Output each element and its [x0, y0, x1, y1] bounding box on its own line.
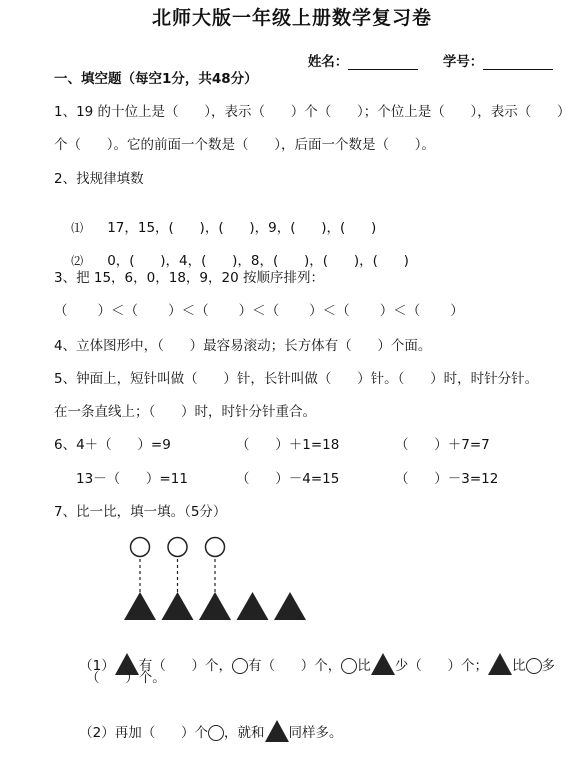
name-field[interactable]	[289, 38, 418, 86]
page-title: 北师大版一年级上册数学复习卷	[151, 7, 432, 29]
q6-r1c3: （ ）＋7=7	[395, 437, 490, 453]
circle-shape	[168, 538, 187, 557]
q6-r2c1: 13－（ ）=11	[76, 471, 188, 487]
triangle-shape	[199, 592, 231, 620]
item-number: ⑵	[71, 254, 84, 268]
triangle-icon	[265, 720, 289, 742]
triangles-row	[124, 592, 306, 620]
circles-row	[131, 538, 225, 557]
dashed-connectors	[140, 559, 215, 592]
sub2-text-1: （2）再加（ ）个	[79, 725, 209, 741]
name-blank[interactable]	[348, 55, 418, 70]
triangle-shape	[162, 592, 194, 620]
sub1-text-3: 比	[357, 658, 371, 674]
question-5-line-2: 在一条直线上；（ ）时，时针分针重合。	[54, 404, 316, 420]
circle-shape	[206, 538, 225, 557]
shapes-figure	[0, 528, 584, 624]
triangle-icon	[488, 653, 512, 675]
sub2-text-3: 同样多。	[288, 725, 343, 741]
question-1-line-1: 1、19 的十位上是（ ），表示（ ）个（ ）；个位上是（ ），表示（ ）	[54, 104, 571, 120]
q6-r1c1: 6、4＋（ ）=9	[54, 437, 171, 453]
circle-icon	[341, 658, 357, 674]
sequence-a: 17，15，( )，( )，9，( )，( )	[107, 220, 377, 236]
question-3-heading: 3、把 15，6，0，18，9，20 按顺序排列：	[54, 270, 324, 286]
sub1-text-4: 少（ ）个；	[394, 658, 489, 674]
circle-icon	[208, 725, 224, 741]
item-number: ⑴	[71, 221, 84, 235]
name-label: 姓名：	[307, 54, 349, 70]
sub1-text-2: 有（ ）个，	[248, 658, 342, 674]
circle-shape	[131, 538, 150, 557]
sub-number: （1）	[79, 658, 115, 674]
q6-r2c2: （ ）－4=15	[236, 471, 340, 487]
triangle-shape	[124, 592, 156, 620]
section-heading: 一、填空题（每空1分，共48分）	[54, 71, 258, 87]
id-label: 学号：	[442, 54, 484, 70]
triangle-icon	[371, 653, 395, 675]
circle-icon	[526, 658, 542, 674]
question-7-heading: 7、比一比，填一填。（5分）	[54, 504, 227, 520]
question-7-sub-2	[62, 704, 343, 758]
sub1-text-6: 多	[541, 658, 556, 674]
triangle-shape	[237, 592, 269, 620]
question-7-sub-1-line-2: （ ）个。	[86, 670, 166, 686]
question-5-line-1: 5、钟面上，短针叫做（ ）针，长针叫做（ ）针。（ ）时，时针分针。	[54, 371, 539, 387]
question-2-heading: 2、找规律填数	[54, 171, 144, 187]
sub2-text-2: ，就和	[224, 725, 265, 741]
q6-r1c2: （ ）＋1=18	[236, 437, 340, 453]
id-field[interactable]	[424, 38, 553, 86]
q6-r2c3: （ ）－3=12	[395, 471, 499, 487]
id-blank[interactable]	[483, 55, 553, 70]
question-1-line-2: 个（ ）。它的前面一个数是（ ），后面一个数是（ ）。	[54, 137, 435, 153]
sub1-text-1: 有（ ）个，	[138, 658, 233, 674]
question-3-order: （ ）＜（ ）＜（ ）＜（ ）＜（ ）＜（ ）	[54, 303, 464, 319]
question-4: 4、立体图形中，（ ）最容易滚动；长方体有（ ）个面。	[54, 338, 432, 354]
circle-icon	[232, 658, 248, 674]
sequence-b: 0，( )，4，( )，8，( )，( )，( )	[107, 253, 409, 269]
sub1-text-5: 比	[512, 658, 526, 674]
triangle-shape	[274, 592, 306, 620]
